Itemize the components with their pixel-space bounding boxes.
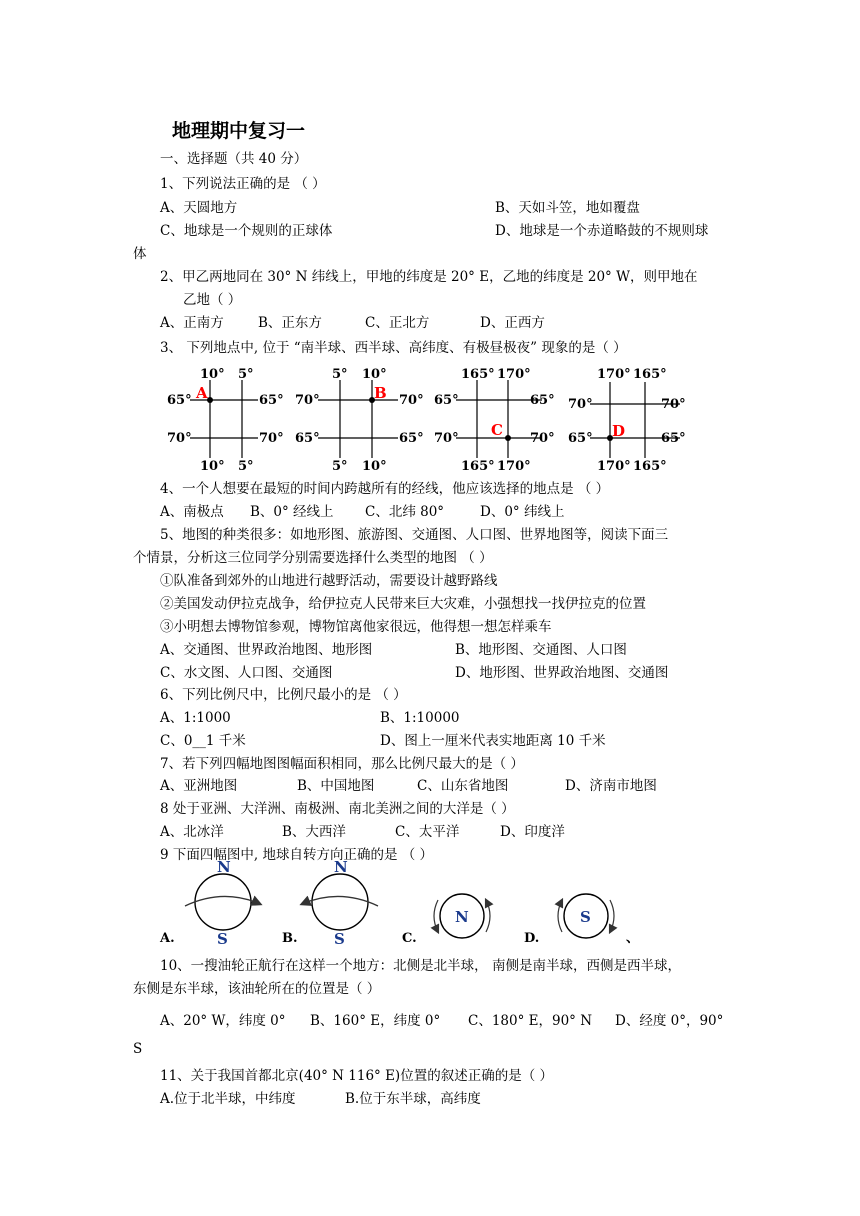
diagram-b — [295, 367, 424, 474]
c-row1-left: 65° — [434, 393, 459, 408]
q1-option-d: D、地球是一个赤道略鼓的不规则球 — [495, 223, 709, 239]
q5-scenario-2: ②美国发动伊拉克战争，给伊拉克人民带来巨大灾难，小强想找一找伊拉克的位置 — [160, 596, 646, 612]
q6-option-b: B、1:10000 — [380, 710, 460, 726]
a-row2-right: 70° — [259, 431, 284, 446]
q1-option-b: B、天如斗笠，地如覆盘 — [495, 200, 640, 216]
q2-option-b: B、正东方 — [258, 315, 322, 331]
q5-option-d: D、地形图、世界政治地图、交通图 — [455, 665, 669, 681]
globe-c-n: N — [455, 908, 469, 926]
q8-stem: 8 处于亚洲、大洋洲、南极洲、南北美洲之间的大洋是（ ） — [160, 801, 515, 817]
q5-option-c: C、水文图、人口图、交通图 — [160, 665, 333, 681]
q11-option-b: B.位于东半球，高纬度 — [345, 1091, 481, 1107]
q7-option-a: A、亚洲地图 — [160, 778, 238, 794]
b-row1-left: 70° — [295, 393, 320, 408]
q7-stem: 7、若下列四幅地图图幅面积相同，那么比例尺最大的是（ ） — [160, 756, 524, 772]
q1-option-d-cont: 体 — [133, 246, 147, 262]
b-point-label: B — [374, 384, 387, 402]
a-point-label: A — [196, 384, 208, 402]
b-row2-left: 65° — [295, 431, 320, 446]
c-bottom-left: 165° — [461, 459, 495, 474]
q10-option-d-cont: S — [133, 1041, 143, 1057]
globe-a-n: N — [217, 858, 231, 876]
q10-option-b: B、160° E，纬度 0° — [310, 1013, 441, 1029]
c-row2-left: 70° — [434, 431, 459, 446]
c-point-label: C — [491, 421, 503, 439]
a-bottom-right: 5° — [238, 459, 254, 474]
d-row2-left: 65° — [568, 431, 593, 446]
d-row1-left: 70° — [568, 397, 593, 412]
page-title: 地理期中复习一 — [172, 120, 306, 142]
a-row2-left: 70° — [167, 431, 192, 446]
q11-stem: 11、关于我国首都北京(40° N 116° E)位置的叙述正确的是（ ） — [160, 1068, 553, 1084]
d-point-label: D — [612, 422, 626, 440]
globe-a-label: A. — [160, 931, 175, 946]
q10-option-d: D、经度 0°，90° — [615, 1013, 724, 1029]
a-row1-left: 65° — [167, 393, 192, 408]
b-top-right: 10° — [362, 367, 387, 382]
q1-option-a: A、天圆地方 — [160, 200, 238, 216]
q4-option-c: C、北纬 80° — [365, 504, 445, 520]
q4-option-b: B、0° 经线上 — [250, 504, 334, 520]
q2-stem-line1: 2、甲乙两地同在 30° N 纬线上，甲地的纬度是 20° E，乙地的纬度是 20° W，则甲地在 — [160, 269, 698, 285]
c-top-left: 165° — [461, 367, 495, 382]
q7-option-c: C、山东省地图 — [417, 778, 509, 794]
q6-option-c: C、0__1 千米 — [160, 733, 246, 749]
q6-option-d: D、图上一厘米代表实地距离 10 千米 — [380, 733, 606, 749]
q8-option-d: D、印度洋 — [500, 824, 565, 840]
d-top-right: 165° — [633, 367, 667, 382]
b-bottom-left: 5° — [332, 459, 348, 474]
q5-option-a: A、交通图、世界政治地图、地形图 — [160, 642, 373, 658]
q4-option-a: A、南极点 — [160, 504, 224, 520]
globe-c-label: C. — [402, 931, 417, 946]
q11-option-a: A.位于北半球，中纬度 — [160, 1091, 296, 1107]
b-bottom-right: 10° — [362, 459, 387, 474]
q8-option-a: A、北冰洋 — [160, 824, 224, 840]
q9-globe-diagrams — [150, 858, 650, 950]
q10-option-c: C、180° E，90° N — [468, 1013, 593, 1029]
globe-b-n: N — [334, 858, 348, 876]
d-row2-right: 65° — [661, 431, 686, 446]
q6-option-a: A、1:1000 — [160, 710, 231, 726]
q5-stem-line1: 5、地图的种类很多：如地形图、旅游图、交通图、人口图、世界地图等，阅读下面三 — [160, 527, 669, 543]
q1-stem: 1、下列说法正确的是 （ ） — [160, 176, 326, 192]
a-top-right: 5° — [238, 367, 254, 382]
globe-c — [402, 894, 490, 946]
globe-d-tail: 、 — [626, 931, 640, 946]
diagram-a — [167, 367, 284, 474]
c-row2-right: 70° — [530, 431, 555, 446]
diagram-d — [568, 367, 686, 474]
q1-option-c: C、地球是一个规则的正球体 — [160, 223, 333, 239]
d-top-left: 170° — [597, 367, 631, 382]
q10-stem-line1: 10、一搜油轮正航行在这样一个地方：北侧是北半球， 南侧是南半球，西侧是西半球， — [160, 958, 681, 974]
q10-option-a: A、20° W，纬度 0° — [160, 1013, 286, 1029]
q10-stem-line2: 东侧是东半球，该油轮所在的位置是（ ） — [133, 981, 381, 997]
d-bottom-right: 165° — [633, 459, 667, 474]
q5-scenario-3: ③小明想去博物馆参观，博物馆离他家很远，他得想一想怎样乘车 — [160, 619, 552, 635]
q7-option-b: B、中国地图 — [297, 778, 375, 794]
c-bottom-right: 170° — [497, 459, 531, 474]
b-row2-right: 65° — [399, 431, 424, 446]
c-top-right: 170° — [497, 367, 531, 382]
globe-d — [524, 894, 639, 946]
q2-option-c: C、正北方 — [365, 315, 430, 331]
q8-option-b: B、大西洋 — [282, 824, 346, 840]
section-heading: 一、选择题（共 40 分） — [160, 151, 308, 167]
q5-scenario-1: ①队准备到郊外的山地进行越野活动，需要设计越野路线 — [160, 573, 498, 589]
q5-option-b: B、地形图、交通图、人口图 — [455, 642, 627, 658]
q4-stem: 4、一个人想要在最短的时间内跨越所有的经线，他应该选择的地点是 （ ） — [160, 481, 610, 497]
q3-diagrams — [150, 362, 710, 474]
q2-option-d: D、正西方 — [480, 315, 545, 331]
globe-d-label: D. — [524, 931, 540, 946]
c-row1-right: 65° — [530, 393, 555, 408]
q8-option-c: C、太平洋 — [395, 824, 460, 840]
d-row1-right: 70° — [661, 397, 686, 412]
q9-stem: 9 下面四幅图中, 地球自转方向正确的是 （ ） — [160, 847, 434, 863]
a-top-left: 10° — [200, 367, 225, 382]
q2-option-a: A、正南方 — [160, 315, 224, 331]
q2-stem-line2: 乙地（ ） — [183, 292, 242, 308]
globe-d-s: S — [580, 908, 591, 926]
globe-b-label: B. — [282, 931, 298, 946]
q4-option-d: D、0° 纬线上 — [480, 504, 565, 520]
globe-a-s: S — [217, 930, 228, 948]
globe-b-s: S — [334, 930, 345, 948]
q5-stem-line2: 个情景，分析这三位同学分别需要选择什么类型的地图 （ ） — [133, 550, 493, 566]
globe-b — [282, 858, 378, 948]
b-row1-right: 70° — [399, 393, 424, 408]
d-bottom-left: 170° — [597, 459, 631, 474]
a-bottom-left: 10° — [200, 459, 225, 474]
diagram-c — [434, 367, 555, 474]
a-row1-right: 65° — [259, 393, 284, 408]
q6-stem: 6、下列比例尺中，比例尺最小的是 （ ） — [160, 687, 407, 703]
globe-a — [159, 858, 260, 948]
b-top-left: 5° — [332, 367, 348, 382]
q7-option-d: D、济南市地图 — [565, 778, 657, 794]
q3-stem: 3、 下列地点中, 位于 “南半球、西半球、高纬度、有极昼极夜” 现象的是（ ） — [160, 340, 627, 356]
